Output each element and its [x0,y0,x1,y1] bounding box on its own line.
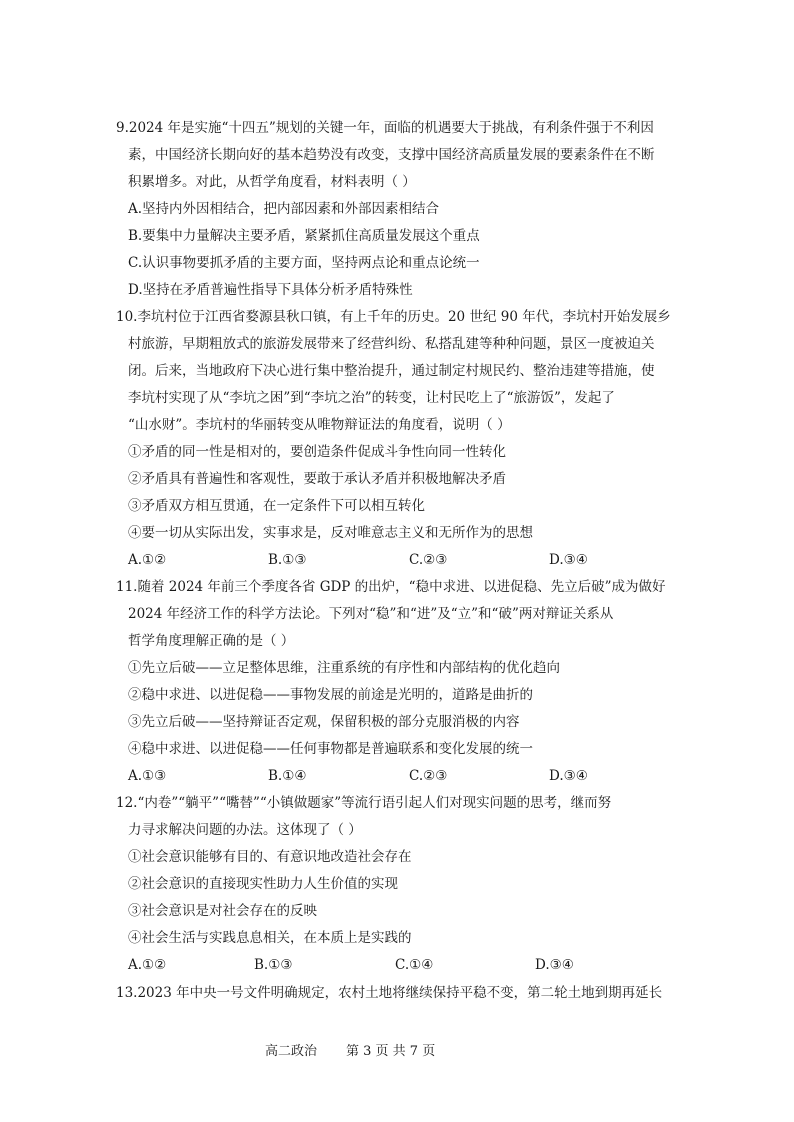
q10-choice-c: C.②③ [409,552,448,568]
q9-stem-line-1: 9.2024 年是实施“十四五”规划的关键一年，面临的机遇要大于挑战，有利条件强于不利因 [116,120,654,136]
q10-stem-line-5: “山水财”。李坑村的华丽转变从唯物辩证法的角度看，说明（ ） [128,417,511,433]
q11-choice-c: C.②③ [409,768,448,784]
q10-item-4: ④要一切从实际出发，实事求是，反对唯意志主义和无所作为的思想 [128,525,533,541]
q10-stem-line-2: 村旅游，早期粗放式的旅游发展带来了经营纠纷、私搭乱建等种种问题，景区一度被迫关 [128,336,655,352]
q11-choice-b: B.①④ [268,768,307,784]
q12-choice-d: D.③④ [535,957,574,973]
q10-item-1: ①矛盾的同一性是相对的，要创造条件促成斗争性向同一性转化 [128,444,506,460]
q10-choice-a: A.①② [128,552,167,568]
q11-stem-line-1: 11.随着 2024 年前三个季度各省 GDP 的出炉，“稳中求进、以进促稳、先立后破”成为做好 [116,579,666,595]
q12-stem-line-1: 12.“内卷”“躺平”“嘴替”“小镇做题家”等流行语引起人们对现实问题的思考，继而努 [116,795,612,811]
q11-stem-line-2: 2024 年经济工作的科学方法论。下列对“稳”和“进”及“立”和“破”两对辩证关系从 [128,606,614,622]
q12-item-4: ④社会生活与实践息息相关，在本质上是实践的 [128,930,412,946]
q11-choice-a: A.①③ [128,768,167,784]
q10-choice-b: B.①③ [268,552,307,568]
q11-item-4: ④稳中求进、以进促稳——任何事物都是普遍联系和变化发展的统一 [128,741,533,757]
page-footer [0,1043,794,1063]
q12-choice-b: B.①③ [254,957,293,973]
q10-stem-line-1: 10.李坑村位于江西省婺源县秋口镇，有上千年的历史。20 世纪 90 年代，李坑村开始发展乡 [116,309,671,325]
q13-stem-line-1: 13.2023 年中央一号文件明确规定，农村土地将继续保持平稳不变，第二轮土地到期再延长 [116,985,663,1001]
q11-item-3: ③先立后破——坚持辩证否定观，保留积极的部分克服消极的内容 [128,714,520,730]
q12-item-3: ③社会意识是对社会存在的反映 [128,903,317,919]
q9-option-a: A.坚持内外因相结合，把内部因素和外部因素相结合 [128,201,440,217]
q10-choice-d: D.③④ [549,552,588,568]
q12-choice-c: C.①④ [395,957,434,973]
q9-option-d: D.坚持在矛盾普遍性指导下具体分析矛盾特殊性 [128,282,413,298]
q10-item-2: ②矛盾具有普遍性和客观性，要敢于承认矛盾并积极地解决矛盾 [128,471,506,487]
q12-item-1: ①社会意识能够有目的、有意识地改造社会存在 [128,849,412,865]
q11-choice-d: D.③④ [549,768,588,784]
q11-item-1: ①先立后破——立足整体思维，注重系统的有序性和内部结构的优化趋向 [128,660,560,676]
q11-item-2: ②稳中求进、以进促稳——事物发展的前途是光明的，道路是曲折的 [128,687,533,703]
footer-subject: 高二政治 [265,1044,318,1059]
q10-item-3: ③矛盾双方相互贯通，在一定条件下可以相互转化 [128,498,425,514]
q9-stem-line-2: 素，中国经济长期向好的基本趋势没有改变，支撑中国经济高质量发展的要素条件在不断 [128,147,655,163]
q9-option-b: B.要集中力量解决主要矛盾，紧紧抓住高质量发展这个重点 [128,228,480,244]
q9-stem-line-3: 积累增多。对此，从哲学角度看，材料表明（ ） [128,174,416,190]
q10-stem-line-4: 李坑村实现了从“李坑之困”到“李坑之治”的转变，让村民吃上了“旅游饭”，发起了 [128,390,615,406]
q12-stem-line-2: 力寻求解决问题的办法。这体现了（ ） [128,822,362,838]
q11-stem-line-3: 哲学角度理解正确的是（ ） [128,633,295,649]
footer-page-number: 第 3 页 共 7 页 [346,1044,436,1059]
q10-stem-line-3: 闭。后来，当地政府下决心进行集中整治提升，通过制定村规民约、整治违建等措施，使 [128,363,655,379]
q12-choice-a: A.①② [128,957,167,973]
q9-option-c: C.认识事物要抓矛盾的主要方面，坚持两点论和重点论统一 [128,255,480,271]
q12-item-2: ②社会意识的直接现实性助力人生价值的实现 [128,876,398,892]
